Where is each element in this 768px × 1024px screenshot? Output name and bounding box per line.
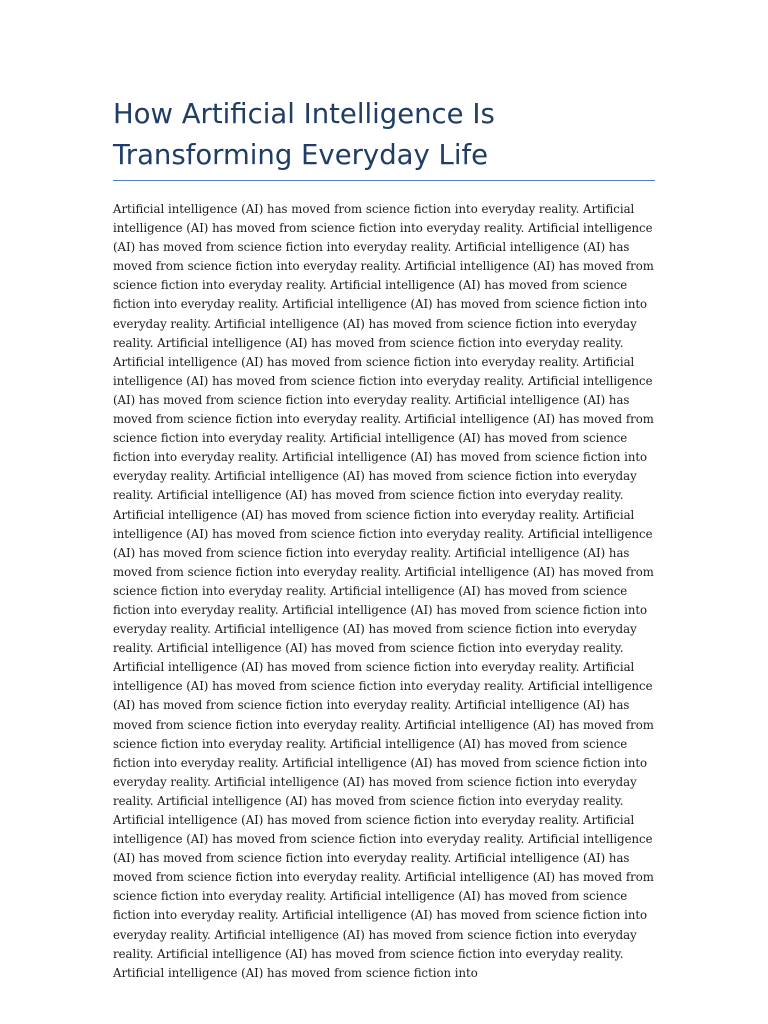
page-title (113, 94, 658, 176)
title-line-2: Transforming Everyday Life (113, 139, 489, 171)
title-divider (113, 180, 655, 181)
body-paragraph: Artificial intelligence (AI) has moved from science fiction into everyday reality. Artificial intelligence (AI) has moved from science fiction into everyday reality. Artificial intelligence (AI) has moved from science fiction into everyday reality. Artificial intelligence (AI) has moved from science fiction into everyday reality. Artificial intelligence (AI) has moved from science fiction into everyday reality. Artificial intelligence (AI) has moved from science fiction into everyday reality. Artificial intelligence (AI) has moved from science fiction into everyday reality. Artificial intelligence (AI) has moved from science fiction into everyday reality. Artificial intelligence (AI) has moved from science fiction into everyday reality. Artificial intelligence (AI) has moved from science fiction into everyday reality. Artificial intelligence (AI) has moved from science fiction into everyday reality. Artificial intelligence (AI) has moved from science fiction into everyday reality. Artificial intelligence (AI) has moved from science fiction into everyday reality. Artificial intelligence (AI) has moved from science fiction into everyday reality. Artificial intelligence (AI) has moved from science fiction into everyday reality. Artificial intelligence (AI) has moved from science fiction into everyday reality. Artificial intelligence (AI) has moved from science fiction into everyday reality. Artificial intelligence (AI) has moved from science fiction into everyday reality. Artificial intelligence (AI) has moved from science fiction into everyday reality. Artificial intelligence (AI) has moved from science fiction into everyday reality. Artificial intelligence (AI) has moved from science fiction into everyday reality. Artificial intelligence (AI) has moved from science fiction into everyday reality. Artificial intelligence (AI) has moved from science fiction into everyday reality. Artificial intelligence (AI) has moved from science fiction into everyday reality. Artificial intelligence (AI) has moved from science fiction into everyday reality. Artificial intelligence (AI) has moved from science fiction into everyday reality. Artificial intelligence (AI) has moved from science fiction into everyday reality. Artificial intelligence (AI) has moved from science fiction into everyday reality. Artificial intelligence (AI) has moved from science fiction into everyday reality. Artificial intelligence (AI) has moved from science fiction into everyday reality. Artificial intelligence (AI) has moved from science fiction into everyday reality. Artificial intelligence (AI) has moved from science fiction into everyday reality. Artificial intelligence (AI) has moved from science fiction into everyday reality. Artificial intelligence (AI) has moved from science fiction into everyday reality. Artificial intelligence (AI) has moved from science fiction into everyday reality. Artificial intelligence (AI) has moved from science fiction into everyday reality. Artificial intelligence (AI) has moved from science fiction into everyday reality. Artificial intelligence (AI) has moved from science fiction into everyday reality. Artificial intelligence (AI) has moved from science fiction into everyday reality. Artificial intelligence (AI) has moved from science fiction into everyday reality. Artificial intelligence (AI) has moved from science fiction into everyday reality. Artificial intelligence (AI) has moved from science fiction into everyday reality. Artificial intelligence (AI) has moved from science fiction into everyday reality. Artificial intelligence (AI) has moved from science fiction into everyday reality. Artificial intelligence (AI) has moved from science fiction into everyday reality. Artificial intelligence (AI) has moved from science fiction into (113, 202, 654, 980)
title-line-1: How Artificial Intelligence Is (113, 98, 495, 130)
